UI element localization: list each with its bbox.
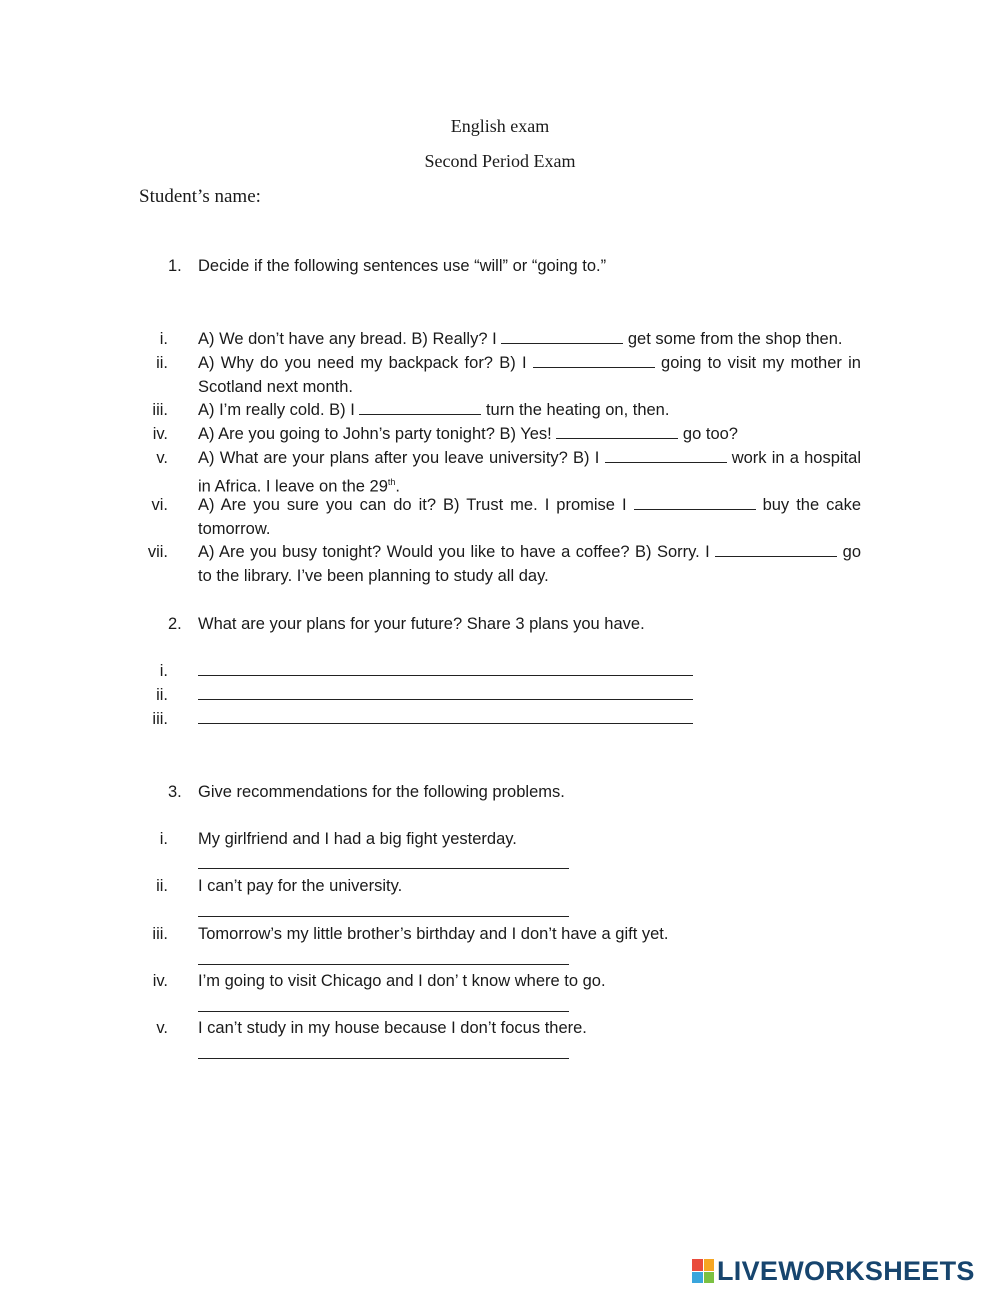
answer-blank[interactable]	[533, 353, 655, 368]
problem-text: My girlfriend and I had a big fight yesterday.	[198, 830, 517, 848]
item-number: ii.	[156, 686, 168, 704]
item-text-after: get some from the shop then.	[623, 330, 843, 348]
answer-blank[interactable]	[556, 424, 678, 439]
q1-item-iv	[120, 423, 861, 447]
logo-tile	[692, 1272, 703, 1284]
item-text-after: go to the library. I’ve been planning to study all day.	[198, 543, 861, 585]
item-text-before: A) Are you going to John’s party tonight? B) Yes!	[198, 425, 557, 443]
item-number: iii.	[152, 925, 168, 943]
answer-line[interactable]	[198, 661, 693, 676]
q1-item-vii	[120, 541, 861, 588]
problem-text: I can’t pay for the university.	[198, 877, 403, 895]
q1-item-i	[120, 328, 861, 352]
question-1-prompt	[168, 255, 606, 279]
item-text-before: A) Are you busy tonight? Would you like to have a coffee? B) Sorry. I	[198, 543, 716, 561]
question-text: Decide if the following sentences use “will” or “going to.”	[198, 257, 607, 275]
item-text-after: work in a hospital in Africa. I leave on the 29	[198, 449, 862, 496]
student-name-label: Student’s name:	[139, 186, 261, 207]
item-text-before: A) Are you sure you can do it? B) Trust me. I promise I	[198, 496, 634, 514]
question-text: Give recommendations for the following problems.	[198, 783, 565, 801]
question-3-prompt	[168, 781, 565, 805]
item-number: iii.	[152, 401, 168, 419]
item-number: v.	[156, 449, 168, 467]
problem-text: I’m going to visit Chicago and I don’ t know where to go.	[198, 972, 606, 990]
item-number: iv.	[152, 972, 168, 990]
answer-blank[interactable]	[359, 400, 481, 415]
item-text-after: go too?	[678, 425, 738, 443]
logo-mark-icon	[692, 1259, 714, 1283]
item-text-before: A) I’m really cold. B) I	[198, 401, 360, 419]
item-number: ii.	[156, 877, 168, 895]
item-text-before: A) What are your plans after you leave university? B) I	[198, 449, 605, 467]
item-number: vi.	[151, 496, 168, 514]
q3-item-iv	[120, 970, 861, 994]
answer-line[interactable]	[198, 685, 693, 700]
q1-item-v	[120, 447, 861, 499]
question-text: What are your plans for your future? Share 3 plans you have.	[198, 615, 645, 633]
question-number: 3.	[168, 783, 182, 801]
item-number: i.	[159, 830, 168, 848]
q3-item-iii	[120, 923, 861, 947]
liveworksheets-logo[interactable]	[692, 1256, 975, 1286]
item-number: iv.	[152, 425, 168, 443]
item-number: i.	[159, 330, 168, 348]
q2-item-iii	[120, 708, 861, 732]
item-text-after: turn the heating on, then.	[481, 401, 670, 419]
logo-text: LIVEWORKSHEETS	[717, 1256, 975, 1286]
answer-blank[interactable]	[634, 495, 756, 510]
logo-tile	[692, 1259, 703, 1271]
q3-item-v	[120, 1017, 861, 1041]
q3-item-ii	[120, 875, 861, 899]
item-text-before: A) We don’t have any bread. B) Really? I	[198, 330, 502, 348]
q3-answer-line-iii[interactable]	[198, 964, 569, 965]
answer-blank[interactable]	[715, 542, 837, 557]
item-text-before: A) Why do you need my backpack for? B) I	[198, 354, 533, 372]
item-number: vii.	[147, 543, 168, 561]
q1-item-vi	[120, 494, 861, 541]
problem-text: Tomorrow’s my little brother’s birthday and I don’t have a gift yet.	[198, 925, 669, 943]
superscript-th: th	[387, 476, 396, 487]
item-text-after: buy the cake tomorrow.	[198, 496, 861, 538]
item-number: v.	[156, 1019, 168, 1037]
q1-item-ii	[120, 352, 861, 399]
q3-answer-line-iv[interactable]	[198, 1011, 569, 1012]
question-2-prompt	[168, 613, 645, 637]
answer-line[interactable]	[198, 709, 693, 724]
q3-item-i	[120, 828, 861, 852]
item-number: iii.	[152, 710, 168, 728]
q2-item-i	[120, 660, 861, 684]
exam-subtitle: Second Period Exam	[424, 151, 576, 171]
answer-blank[interactable]	[605, 448, 727, 463]
q1-item-iii	[120, 399, 861, 423]
problem-text: I can’t study in my house because I don’t focus there.	[198, 1019, 587, 1037]
answer-blank[interactable]	[501, 329, 623, 344]
logo-tile	[704, 1272, 715, 1284]
item-number: ii.	[156, 354, 168, 372]
item-number: i.	[159, 662, 168, 680]
q2-item-ii	[120, 684, 861, 708]
question-number: 1.	[168, 257, 182, 275]
item-text-tail: .	[395, 477, 400, 496]
item-text-after: going to visit my mother in Scotland next month.	[198, 354, 861, 396]
q3-answer-line-i[interactable]	[198, 868, 569, 869]
q3-answer-line-ii[interactable]	[198, 916, 569, 917]
logo-tile	[704, 1259, 715, 1271]
exam-title: English exam	[450, 116, 550, 136]
question-number: 2.	[168, 615, 182, 633]
q3-answer-line-v[interactable]	[198, 1058, 569, 1059]
